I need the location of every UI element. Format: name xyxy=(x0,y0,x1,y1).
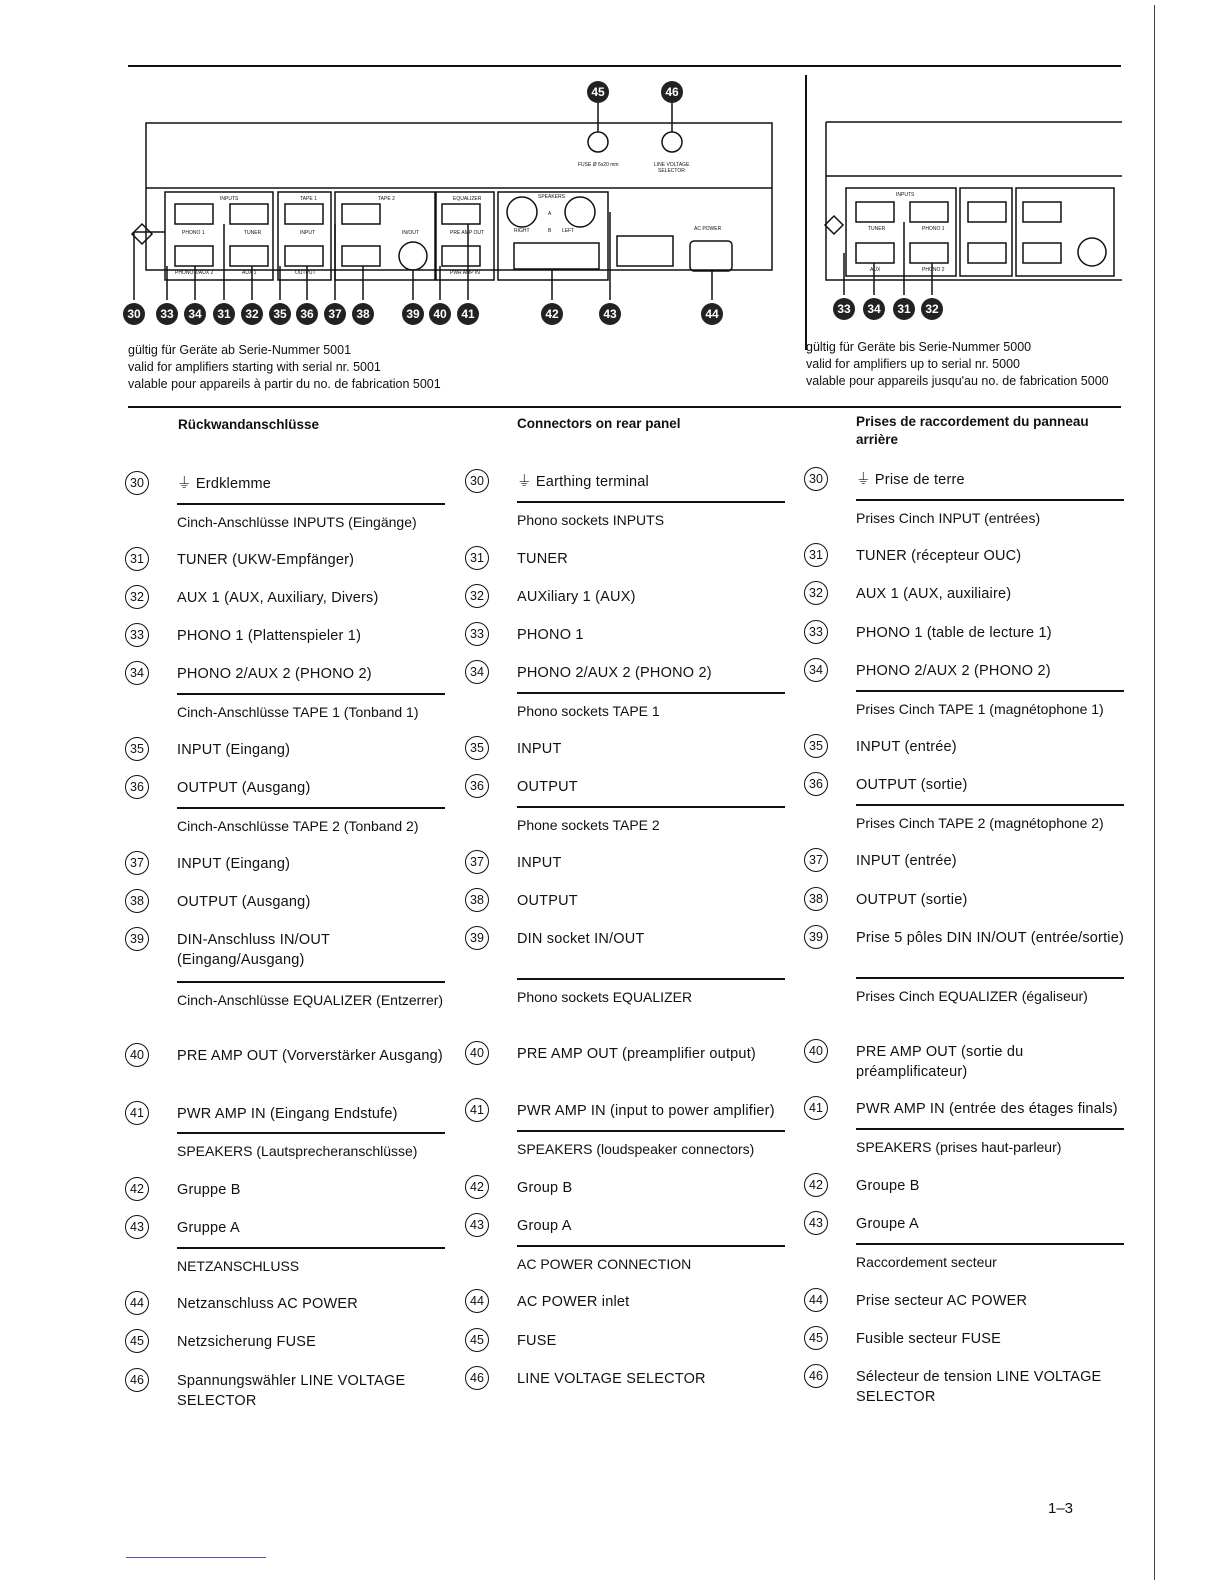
section-rule xyxy=(517,978,785,980)
item-number-badge: 46 xyxy=(465,1366,489,1390)
section-rule xyxy=(517,501,785,503)
section-rule xyxy=(517,692,785,694)
item-number-badge: 35 xyxy=(804,734,828,758)
svg-text:38: 38 xyxy=(356,307,370,321)
item-number-badge: 41 xyxy=(804,1096,828,1120)
item-description: AUXiliary 1 (AUX) xyxy=(517,589,636,605)
callout-43 xyxy=(599,303,621,325)
svg-text:EQUALIZER: EQUALIZER xyxy=(453,196,482,202)
item-description: AUX 1 (AUX, Auxiliary, Divers) xyxy=(177,590,379,606)
item-number-badge: 36 xyxy=(125,775,149,799)
svg-text:FUSE Ø 5x20 mm: FUSE Ø 5x20 mm xyxy=(578,162,619,168)
item-number-badge: 45 xyxy=(125,1329,149,1353)
section-rule xyxy=(177,807,445,809)
item-description: DIN-Anschluss IN/OUT (Eingang/Ausgang) xyxy=(177,932,330,968)
callout-39 xyxy=(402,303,424,325)
item-number-badge: 46 xyxy=(125,1368,149,1392)
item-number-badge: 33 xyxy=(804,620,828,644)
item-number-badge: 34 xyxy=(804,658,828,682)
callout-36 xyxy=(296,303,318,325)
item-description: PWR AMP IN (Eingang Endstufe) xyxy=(177,1106,398,1122)
svg-text:35: 35 xyxy=(273,307,287,321)
item-number-badge: 40 xyxy=(465,1041,489,1065)
item-number-badge: 41 xyxy=(465,1098,489,1122)
svg-text:B: B xyxy=(548,228,552,234)
item-number-badge: 34 xyxy=(465,660,489,684)
item-number-badge: 40 xyxy=(804,1039,828,1063)
top-rule xyxy=(128,65,1121,67)
item-description: OUTPUT (Ausgang) xyxy=(177,894,311,910)
svg-text:SELECTOR: SELECTOR xyxy=(658,168,685,174)
item-number-badge: 35 xyxy=(125,737,149,761)
section-rule xyxy=(856,977,1124,979)
label-inputs: INPUTS xyxy=(220,196,239,202)
item-number-badge: 37 xyxy=(125,851,149,875)
callout-45 xyxy=(587,81,609,103)
item-description: TUNER (récepteur OUC) xyxy=(856,548,1022,564)
table-top-rule xyxy=(128,406,1121,408)
item-description: OUTPUT xyxy=(517,893,578,909)
section-rule xyxy=(856,1243,1124,1245)
svg-text:32: 32 xyxy=(925,302,939,316)
section-heading: Phone sockets TAPE 2 xyxy=(517,817,660,833)
section-heading: SPEAKERS (prises haut-parleur) xyxy=(856,1139,1062,1155)
item-number-badge: 44 xyxy=(125,1291,149,1315)
item-description: Prise 5 pôles DIN IN/OUT (entrée/sortie) xyxy=(856,930,1125,946)
item-description: PWR AMP IN (entrée des étages finals) xyxy=(856,1101,1118,1117)
item-description: INPUT (Eingang) xyxy=(177,856,291,872)
item-description: OUTPUT (sortie) xyxy=(856,777,968,793)
section-heading: Prises Cinch EQUALIZER (égaliseur) xyxy=(856,988,1088,1004)
svg-text:37: 37 xyxy=(328,307,342,321)
svg-text:43: 43 xyxy=(603,307,617,321)
section-heading: Cinch-Anschlüsse TAPE 1 (Tonband 1) xyxy=(177,704,419,720)
item-description: PHONO 1 xyxy=(517,627,584,643)
item-description: Gruppe A xyxy=(177,1220,240,1236)
item-description: OUTPUT (Ausgang) xyxy=(177,780,311,796)
section-rule xyxy=(856,499,1124,501)
section-rule xyxy=(856,690,1124,692)
svg-text:AUX: AUX xyxy=(870,267,881,273)
svg-text:45: 45 xyxy=(591,85,605,99)
page-margin-line xyxy=(1154,5,1155,1580)
svg-text:AC POWER: AC POWER xyxy=(694,226,722,232)
svg-text:OUTPUT: OUTPUT xyxy=(295,270,316,276)
section-heading: Phono sockets EQUALIZER xyxy=(517,989,693,1005)
item-number-badge: 45 xyxy=(465,1328,489,1352)
section-rule xyxy=(177,1132,445,1134)
heading-english: Connectors on rear panel xyxy=(517,416,681,431)
svg-text:31: 31 xyxy=(897,302,911,316)
svg-text:33: 33 xyxy=(837,302,851,316)
svg-text:34: 34 xyxy=(188,307,202,321)
section-heading: SPEAKERS (loudspeaker connectors) xyxy=(517,1141,755,1157)
item-number-badge: 38 xyxy=(804,887,828,911)
item-number-badge: 41 xyxy=(125,1101,149,1125)
svg-text:A: A xyxy=(548,211,552,217)
item-description: ⏚ Prise de terre xyxy=(856,472,965,488)
callout-31 xyxy=(213,303,235,325)
item-description: ⏚ Earthing terminal xyxy=(517,474,649,490)
item-description: OUTPUT xyxy=(517,779,578,795)
svg-text:36: 36 xyxy=(300,307,314,321)
svg-text:IN/OUT: IN/OUT xyxy=(402,230,419,236)
item-description: TUNER (UKW-Empfänger) xyxy=(177,552,355,568)
svg-text:31: 31 xyxy=(217,307,231,321)
item-description: PRE AMP OUT (Vorverstärker Ausgang) xyxy=(177,1048,443,1064)
item-description: PHONO 2/AUX 2 (PHONO 2) xyxy=(517,665,712,681)
section-heading: Prises Cinch TAPE 1 (magnétophone 1) xyxy=(856,701,1104,717)
item-description: FUSE xyxy=(517,1333,557,1349)
item-description: Groupe A xyxy=(856,1216,919,1232)
svg-text:TUNER: TUNER xyxy=(244,230,262,236)
callout-r-33 xyxy=(833,298,855,320)
item-number-badge: 36 xyxy=(465,774,489,798)
item-description: PHONO 1 (table de lecture 1) xyxy=(856,625,1052,641)
svg-text:PWR AMP IN: PWR AMP IN xyxy=(450,270,480,276)
svg-text:INPUT: INPUT xyxy=(300,230,315,236)
item-description: DIN socket IN/OUT xyxy=(517,931,645,947)
svg-text:40: 40 xyxy=(433,307,447,321)
section-heading: NETZANSCHLUSS xyxy=(177,1258,300,1274)
item-description: Group B xyxy=(517,1180,573,1196)
section-heading: Phono sockets INPUTS xyxy=(517,512,665,528)
section-rule xyxy=(517,806,785,808)
section-heading: SPEAKERS (Lautsprecheranschlüsse) xyxy=(177,1143,418,1159)
callout-32 xyxy=(241,303,263,325)
item-description: ⏚ Erdklemme xyxy=(177,476,272,492)
item-description: PHONO 2/AUX 2 (PHONO 2) xyxy=(177,666,372,682)
item-description: PRE AMP OUT (sortie du préamplificateur) xyxy=(856,1044,1024,1080)
item-description: Groupe B xyxy=(856,1178,920,1194)
svg-text:LINE VOLTAGE: LINE VOLTAGE xyxy=(654,162,690,168)
item-number-badge: 46 xyxy=(804,1364,828,1388)
svg-text:44: 44 xyxy=(705,307,719,321)
item-number-badge: 39 xyxy=(804,925,828,949)
svg-text:PHONO 1: PHONO 1 xyxy=(182,230,205,236)
svg-text:PHONO 2: PHONO 2 xyxy=(922,267,945,273)
item-number-badge: 44 xyxy=(465,1289,489,1313)
heading-german: Rückwandanschlüsse xyxy=(178,417,320,432)
item-number-badge: 38 xyxy=(465,888,489,912)
svg-text:RIGHT: RIGHT xyxy=(514,228,530,234)
section-heading: Phono sockets TAPE 1 xyxy=(517,703,660,719)
item-number-badge: 40 xyxy=(125,1043,149,1067)
item-number-badge: 42 xyxy=(804,1173,828,1197)
section-rule xyxy=(177,503,445,505)
callout-40 xyxy=(429,303,451,325)
item-description: LINE VOLTAGE SELECTOR xyxy=(517,1371,706,1387)
item-number-badge: 42 xyxy=(465,1175,489,1199)
page-number: 1–3 xyxy=(1048,1500,1074,1517)
section-rule xyxy=(517,1130,785,1132)
section-rule xyxy=(177,981,445,983)
callout-38 xyxy=(352,303,374,325)
svg-text:AUX 1: AUX 1 xyxy=(242,270,257,276)
svg-text:PHONO 2/AUX 2: PHONO 2/AUX 2 xyxy=(175,270,214,276)
svg-text:TUNER: TUNER xyxy=(868,226,886,232)
svg-text:30: 30 xyxy=(127,307,141,321)
item-description: Fusible secteur FUSE xyxy=(856,1331,1002,1347)
item-description: Group A xyxy=(517,1218,572,1234)
item-number-badge: 36 xyxy=(804,772,828,796)
item-number-badge: 45 xyxy=(804,1326,828,1350)
item-number-badge: 35 xyxy=(465,736,489,760)
section-rule xyxy=(856,1128,1124,1130)
item-number-badge: 30 xyxy=(125,471,149,495)
item-number-badge: 32 xyxy=(125,585,149,609)
item-number-badge: 34 xyxy=(125,661,149,685)
heading-french: Prises de raccordement du panneau arrière xyxy=(856,414,1089,447)
svg-text:41: 41 xyxy=(461,307,475,321)
item-number-badge: 33 xyxy=(465,622,489,646)
item-description: INPUT xyxy=(517,855,562,871)
item-number-badge: 31 xyxy=(125,547,149,571)
item-number-badge: 43 xyxy=(465,1213,489,1237)
item-description: Sélecteur de tension LINE VOLTAGE SELECTOR xyxy=(856,1369,1102,1405)
item-description: Netzanschluss AC POWER xyxy=(177,1296,358,1312)
svg-text:PRE AMP OUT: PRE AMP OUT xyxy=(450,230,485,236)
svg-text:INPUTS: INPUTS xyxy=(896,192,915,198)
callout-37 xyxy=(324,303,346,325)
item-number-badge: 30 xyxy=(465,469,489,493)
item-number-badge: 32 xyxy=(465,584,489,608)
svg-text:34: 34 xyxy=(867,302,881,316)
item-description: PRE AMP OUT (preamplifier output) xyxy=(517,1046,756,1062)
svg-text:46: 46 xyxy=(665,85,679,99)
item-description: AUX 1 (AUX, auxiliaire) xyxy=(856,586,1012,602)
item-description: PWR AMP IN (input to power amplifier) xyxy=(517,1103,775,1119)
svg-text:39: 39 xyxy=(406,307,420,321)
item-number-badge: 42 xyxy=(125,1177,149,1201)
callout-35 xyxy=(269,303,291,325)
callout-46 xyxy=(661,81,683,103)
section-heading: Raccordement secteur xyxy=(856,1254,997,1270)
svg-text:33: 33 xyxy=(160,307,174,321)
callout-r-31 xyxy=(893,298,915,320)
item-number-badge: 33 xyxy=(125,623,149,647)
item-description: Netzsicherung FUSE xyxy=(177,1334,316,1350)
section-rule xyxy=(856,804,1124,806)
item-description: TUNER xyxy=(517,551,568,567)
section-heading: Cinch-Anschlüsse TAPE 2 (Tonband 2) xyxy=(177,818,419,834)
rear-panel-diagram-new xyxy=(120,78,785,333)
caption-right: gültig für Geräte bis Serie-Nummer 5000 valid for amplifiers up to serial nr. 5000 valable pour appareils jusqu'au no. de fabrication 5000 xyxy=(806,340,1109,388)
item-number-badge: 37 xyxy=(465,850,489,874)
item-number-badge: 39 xyxy=(465,926,489,950)
diagram-divider xyxy=(805,75,807,350)
item-number-badge: 43 xyxy=(804,1211,828,1235)
item-description: INPUT (entrée) xyxy=(856,739,957,755)
callout-44 xyxy=(701,303,723,325)
svg-text:TAPE 1: TAPE 1 xyxy=(300,196,317,202)
callout-r-32 xyxy=(921,298,943,320)
svg-text:PHONO 1: PHONO 1 xyxy=(922,226,945,232)
callout-33 xyxy=(156,303,178,325)
section-heading: AC POWER CONNECTION xyxy=(517,1256,692,1272)
svg-text:LEFT: LEFT xyxy=(562,228,575,234)
footer-line xyxy=(126,1557,266,1558)
item-description: INPUT (entrée) xyxy=(856,853,957,869)
item-description: Gruppe B xyxy=(177,1182,241,1198)
item-number-badge: 32 xyxy=(804,581,828,605)
item-number-badge: 44 xyxy=(804,1288,828,1312)
item-description: PHONO 1 (Plattenspieler 1) xyxy=(177,628,362,644)
section-heading: Prises Cinch TAPE 2 (magnétophone 2) xyxy=(856,815,1104,831)
item-description: Prise secteur AC POWER xyxy=(856,1293,1028,1309)
item-description: PHONO 2/AUX 2 (PHONO 2) xyxy=(856,663,1051,679)
svg-text:TAPE 2: TAPE 2 xyxy=(378,196,395,202)
callout-30 xyxy=(123,303,145,325)
item-description: Spannungswähler LINE VOLTAGE SELECTOR xyxy=(177,1373,406,1409)
item-description: INPUT xyxy=(517,741,562,757)
svg-text:SPEAKERS: SPEAKERS xyxy=(538,194,565,200)
item-number-badge: 39 xyxy=(125,927,149,951)
section-rule xyxy=(517,1245,785,1247)
section-rule xyxy=(177,693,445,695)
section-heading: Cinch-Anschlüsse EQUALIZER (Entzerrer) xyxy=(177,992,444,1008)
item-number-badge: 43 xyxy=(125,1215,149,1239)
callout-41 xyxy=(457,303,479,325)
callout-34 xyxy=(184,303,206,325)
item-description: OUTPUT (sortie) xyxy=(856,892,968,908)
section-heading: Cinch-Anschlüsse INPUTS (Eingänge) xyxy=(177,514,417,530)
svg-text:32: 32 xyxy=(245,307,259,321)
section-rule xyxy=(177,1247,445,1249)
callout-42 xyxy=(541,303,563,325)
caption-left: gültig für Geräte ab Serie-Nummer 5001 valid for amplifiers starting with serial nr. 5001 valable pour appareils à partir du no. de fabrication 5001 xyxy=(128,343,441,391)
item-number-badge: 31 xyxy=(465,546,489,570)
item-number-badge: 37 xyxy=(804,848,828,872)
item-number-badge: 30 xyxy=(804,467,828,491)
rear-panel-diagram-old xyxy=(818,110,1124,330)
section-heading: Prises Cinch INPUT (entrées) xyxy=(856,510,1041,526)
callout-r-34 xyxy=(863,298,885,320)
item-number-badge: 38 xyxy=(125,889,149,913)
item-description: INPUT (Eingang) xyxy=(177,742,291,758)
item-description: AC POWER inlet xyxy=(517,1294,630,1310)
item-number-badge: 31 xyxy=(804,543,828,567)
svg-text:42: 42 xyxy=(545,307,559,321)
